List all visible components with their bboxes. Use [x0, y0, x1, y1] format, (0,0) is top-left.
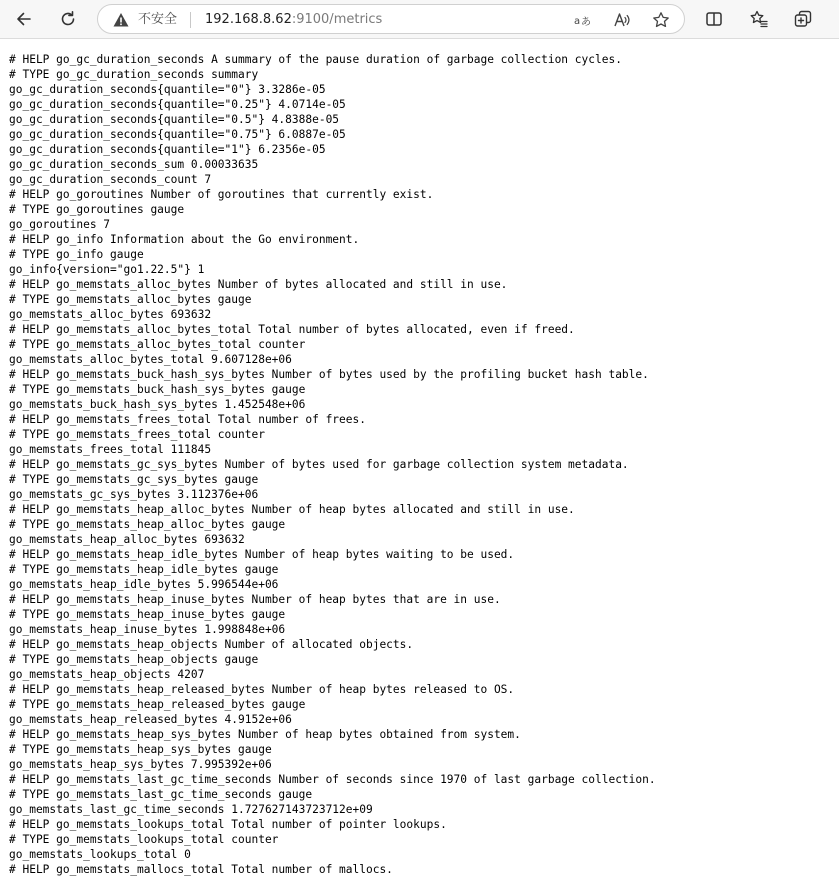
metrics-line: # TYPE go_memstats_heap_sys_bytes gauge [9, 743, 272, 756]
metrics-line: # HELP go_memstats_alloc_bytes_total Total number of bytes allocated, even if freed. [9, 323, 575, 336]
url-path: :9100/metrics [291, 12, 383, 27]
url-host: 192.168.8.62 [205, 12, 292, 27]
metrics-line: # HELP go_memstats_gc_sys_bytes Number of bytes used for garbage collection system metadata. [9, 458, 629, 471]
svg-text:a: a [574, 16, 581, 27]
page-content [0, 39, 839, 880]
collections-button[interactable] [788, 4, 818, 34]
metrics-line: go_memstats_gc_sys_bytes 3.112376e+06 [9, 488, 259, 501]
metrics-line: go_memstats_lookups_total 0 [9, 848, 191, 861]
metrics-line: # HELP go_memstats_heap_sys_bytes Number of heap bytes obtained from system. [9, 728, 521, 741]
metrics-line: go_memstats_heap_sys_bytes 7.995392e+06 [9, 758, 272, 771]
favorites-button[interactable] [744, 4, 774, 34]
metrics-line: go_gc_duration_seconds{quantile="0.25"} 4.0714e-05 [9, 98, 346, 111]
metrics-line: go_info{version="go1.22.5"} 1 [9, 263, 205, 276]
metrics-line: go_goroutines 7 [9, 218, 111, 231]
metrics-line: # TYPE go_memstats_lookups_total counter [9, 833, 279, 846]
metrics-line: go_memstats_last_gc_time_seconds 1.727627143723712e+09 [9, 803, 373, 816]
metrics-line: go_memstats_heap_inuse_bytes 1.998848e+06 [9, 623, 286, 636]
metrics-line: # HELP go_info Information about the Go environment. [9, 233, 360, 246]
metrics-line: # HELP go_memstats_frees_total Total number of frees. [9, 413, 366, 426]
metrics-line: go_memstats_heap_alloc_bytes 693632 [9, 533, 245, 546]
metrics-line: # TYPE go_memstats_gc_sys_bytes gauge [9, 473, 259, 486]
metrics-line: go_memstats_heap_released_bytes 4.9152e+06 [9, 713, 292, 726]
metrics-text [0, 39, 839, 877]
url-text[interactable] [205, 11, 382, 28]
metrics-line: go_memstats_alloc_bytes_total 9.607128e+06 [9, 353, 292, 366]
browser-toolbar [0, 0, 839, 39]
metrics-line: # TYPE go_memstats_heap_objects gauge [9, 653, 259, 666]
metrics-line: # HELP go_memstats_heap_inuse_bytes Number of heap bytes that are in use. [9, 593, 501, 606]
metrics-line: # HELP go_gc_duration_seconds A summary of the pause duration of garbage collection cycles. [9, 53, 622, 66]
metrics-line: # TYPE go_goroutines gauge [9, 203, 185, 216]
metrics-line: go_gc_duration_seconds_sum 0.00033635 [9, 158, 259, 171]
metrics-line: go_gc_duration_seconds{quantile="0"} 3.3286e-05 [9, 83, 326, 96]
metrics-line: # TYPE go_memstats_frees_total counter [9, 428, 265, 441]
metrics-line: go_memstats_frees_total 111845 [9, 443, 212, 456]
metrics-line: # TYPE go_memstats_alloc_bytes_total counter [9, 338, 306, 351]
metrics-line: # TYPE go_memstats_heap_released_bytes gauge [9, 698, 306, 711]
metrics-line: # HELP go_memstats_heap_idle_bytes Number of heap bytes waiting to be used. [9, 548, 515, 561]
metrics-line: # TYPE go_gc_duration_seconds summary [9, 68, 259, 81]
metrics-line: # HELP go_memstats_alloc_bytes Number of bytes allocated and still in use. [9, 278, 508, 291]
metrics-line: go_memstats_heap_idle_bytes 5.996544e+06 [9, 578, 279, 591]
split-screen-button[interactable] [699, 4, 729, 34]
collections-icon [793, 9, 813, 29]
metrics-line: go_gc_duration_seconds_count 7 [9, 173, 212, 186]
metrics-line: # TYPE go_memstats_buck_hash_sys_bytes gauge [9, 383, 306, 396]
metrics-line: go_memstats_buck_hash_sys_bytes 1.452548e+06 [9, 398, 306, 411]
immersive-reader-icon [613, 11, 631, 29]
metrics-line: go_memstats_alloc_bytes 693632 [9, 308, 212, 321]
svg-text:あ: あ [581, 17, 591, 28]
metrics-line: # TYPE go_memstats_last_gc_time_seconds gauge [9, 788, 313, 801]
metrics-line: # HELP go_memstats_heap_objects Number of allocated objects. [9, 638, 414, 651]
metrics-line: # TYPE go_memstats_alloc_bytes gauge [9, 293, 252, 306]
metrics-line: go_gc_duration_seconds{quantile="1"} 6.2356e-05 [9, 143, 326, 156]
back-button[interactable] [9, 4, 39, 34]
metrics-line: # HELP go_memstats_buck_hash_sys_bytes Number of bytes used by the profiling bucket hash table. [9, 368, 649, 381]
metrics-line: # TYPE go_memstats_heap_idle_bytes gauge [9, 563, 279, 576]
metrics-line: # TYPE go_info gauge [9, 248, 144, 261]
metrics-line: # HELP go_memstats_last_gc_time_seconds Number of seconds since 1970 of last garbage collection. [9, 773, 656, 786]
metrics-line: # TYPE go_memstats_heap_inuse_bytes gauge [9, 608, 286, 621]
security-label[interactable]: 不安全 [138, 12, 178, 27]
favorites-list-icon [749, 9, 769, 29]
address-divider [190, 12, 191, 28]
metrics-line: # HELP go_memstats_lookups_total Total number of pointer lookups. [9, 818, 447, 831]
warning-icon[interactable] [112, 11, 130, 29]
metrics-line: go_gc_duration_seconds{quantile="0.75"} 6.0887e-05 [9, 128, 346, 141]
immersive-reader-button[interactable] [611, 9, 633, 31]
metrics-line: # HELP go_memstats_heap_alloc_bytes Number of heap bytes allocated and still in use. [9, 503, 575, 516]
favorite-star-icon [652, 11, 670, 29]
split-screen-icon [704, 9, 724, 29]
back-icon [14, 9, 34, 29]
refresh-icon [58, 9, 78, 29]
read-aloud-button[interactable] [571, 9, 593, 31]
metrics-line: # HELP go_memstats_mallocs_total Total number of mallocs. [9, 863, 393, 876]
metrics-line: go_gc_duration_seconds{quantile="0.5"} 4.8388e-05 [9, 113, 340, 126]
refresh-button[interactable] [53, 4, 83, 34]
metrics-line: # HELP go_goroutines Number of goroutines that currently exist. [9, 188, 434, 201]
metrics-line: go_memstats_heap_objects 4207 [9, 668, 205, 681]
read-aloud-icon [573, 11, 591, 29]
metrics-line: # TYPE go_memstats_heap_alloc_bytes gauge [9, 518, 286, 531]
address-bar[interactable] [97, 4, 685, 34]
metrics-line: # HELP go_memstats_heap_released_bytes Number of heap bytes released to OS. [9, 683, 515, 696]
add-favorite-button[interactable] [650, 9, 672, 31]
